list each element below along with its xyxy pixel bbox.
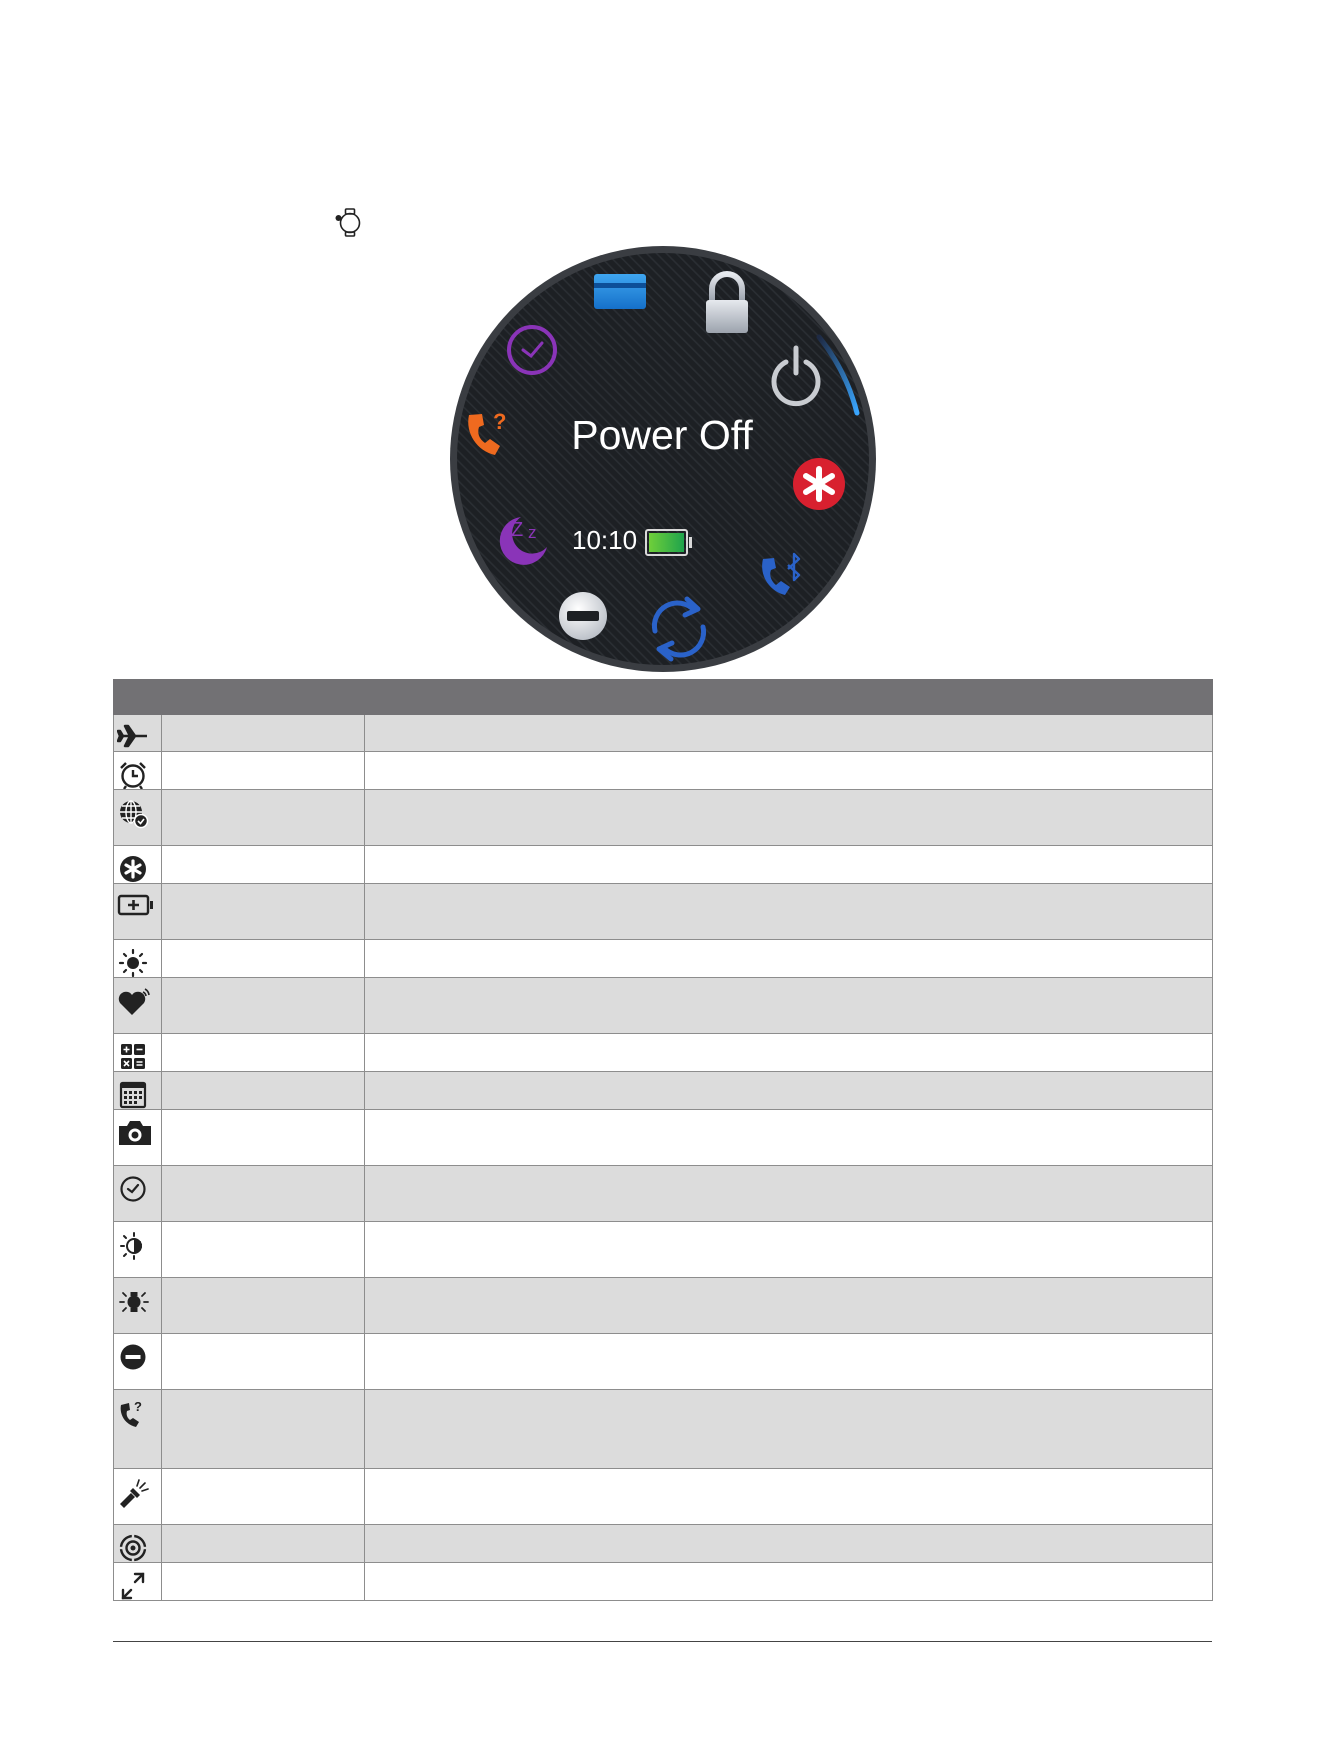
table-row (114, 1390, 1213, 1469)
row-name (162, 884, 365, 940)
do-not-disturb-icon (117, 1343, 149, 1371)
header-description (365, 680, 1213, 715)
row-name (162, 1390, 365, 1469)
header-name (162, 680, 365, 715)
table-row (114, 1110, 1213, 1166)
table-row (114, 752, 1213, 790)
row-name (162, 1034, 365, 1072)
svg-text:z: z (528, 523, 537, 542)
table-row (114, 1072, 1213, 1110)
row-description (365, 1563, 1213, 1601)
table-row (114, 790, 1213, 846)
table-row (114, 1034, 1213, 1072)
footer-divider (113, 1641, 1212, 1642)
row-description (365, 1110, 1213, 1166)
assistance-asterisk-icon (117, 855, 149, 883)
row-name (162, 1278, 365, 1334)
row-description (365, 715, 1213, 752)
table-row (114, 1525, 1213, 1563)
svg-text:?: ? (493, 409, 507, 434)
table-row (114, 940, 1213, 978)
row-name (162, 1563, 365, 1601)
table-row (114, 1222, 1213, 1278)
alarm-clock-icon (117, 761, 149, 789)
row-description (365, 978, 1213, 1034)
row-name (162, 978, 365, 1034)
table-header-row (114, 680, 1213, 715)
clock-icon (117, 1175, 149, 1203)
row-name (162, 1166, 365, 1222)
row-description (365, 1166, 1213, 1222)
row-description (365, 1469, 1213, 1525)
flashlight-icon (117, 1478, 149, 1508)
dial-title: Power Off (571, 412, 753, 458)
svg-text:Z: Z (511, 519, 524, 541)
table-row (114, 1166, 1213, 1222)
row-name (162, 846, 365, 884)
table-row (114, 1469, 1213, 1525)
focus-target-icon (117, 1534, 149, 1562)
row-name (162, 1222, 365, 1278)
row-name (162, 752, 365, 790)
row-name (162, 1334, 365, 1390)
row-description (365, 1525, 1213, 1563)
controls-dial (447, 243, 879, 675)
watch-button-icon (335, 205, 365, 237)
table-row (114, 846, 1213, 884)
row-name (162, 715, 365, 752)
dial-time: 10:10 (572, 525, 638, 555)
header-icon (114, 680, 162, 715)
brightness-sun-icon (117, 949, 149, 977)
row-name (162, 940, 365, 978)
row-description (365, 884, 1213, 940)
row-description (365, 846, 1213, 884)
row-name (162, 790, 365, 846)
wallet-icon[interactable] (594, 274, 646, 309)
sun-moon-icon (117, 1231, 151, 1261)
table-row (114, 1278, 1213, 1334)
row-description (365, 1034, 1213, 1072)
find-phone-icon (117, 1399, 149, 1429)
globe-check-icon (117, 799, 149, 829)
row-description (365, 1334, 1213, 1390)
table-row (114, 884, 1213, 940)
row-name (162, 1525, 365, 1563)
table-row (114, 978, 1213, 1034)
row-description (365, 1222, 1213, 1278)
expand-arrows-icon (117, 1572, 149, 1600)
calculator-icon (117, 1043, 149, 1071)
do-not-disturb-icon[interactable] (559, 592, 607, 640)
row-description (365, 752, 1213, 790)
table-row (114, 715, 1213, 752)
row-description (365, 790, 1213, 846)
heart-broadcast-icon (117, 987, 151, 1017)
watch-light-icon (117, 1287, 151, 1317)
row-description (365, 1278, 1213, 1334)
row-description (365, 1390, 1213, 1469)
camera-icon (117, 1119, 153, 1147)
assistance-icon[interactable] (793, 458, 845, 510)
row-name (162, 1072, 365, 1110)
row-description (365, 940, 1213, 978)
svg-text:?: ? (134, 1399, 142, 1414)
table-row (114, 1334, 1213, 1390)
row-name (162, 1469, 365, 1525)
row-name (162, 1110, 365, 1166)
table-row (114, 1563, 1213, 1601)
row-description (365, 1072, 1213, 1110)
controls-table (113, 679, 1213, 1601)
battery-plus-icon (117, 893, 155, 917)
airplane-icon (117, 724, 149, 748)
calendar-icon (117, 1081, 149, 1109)
